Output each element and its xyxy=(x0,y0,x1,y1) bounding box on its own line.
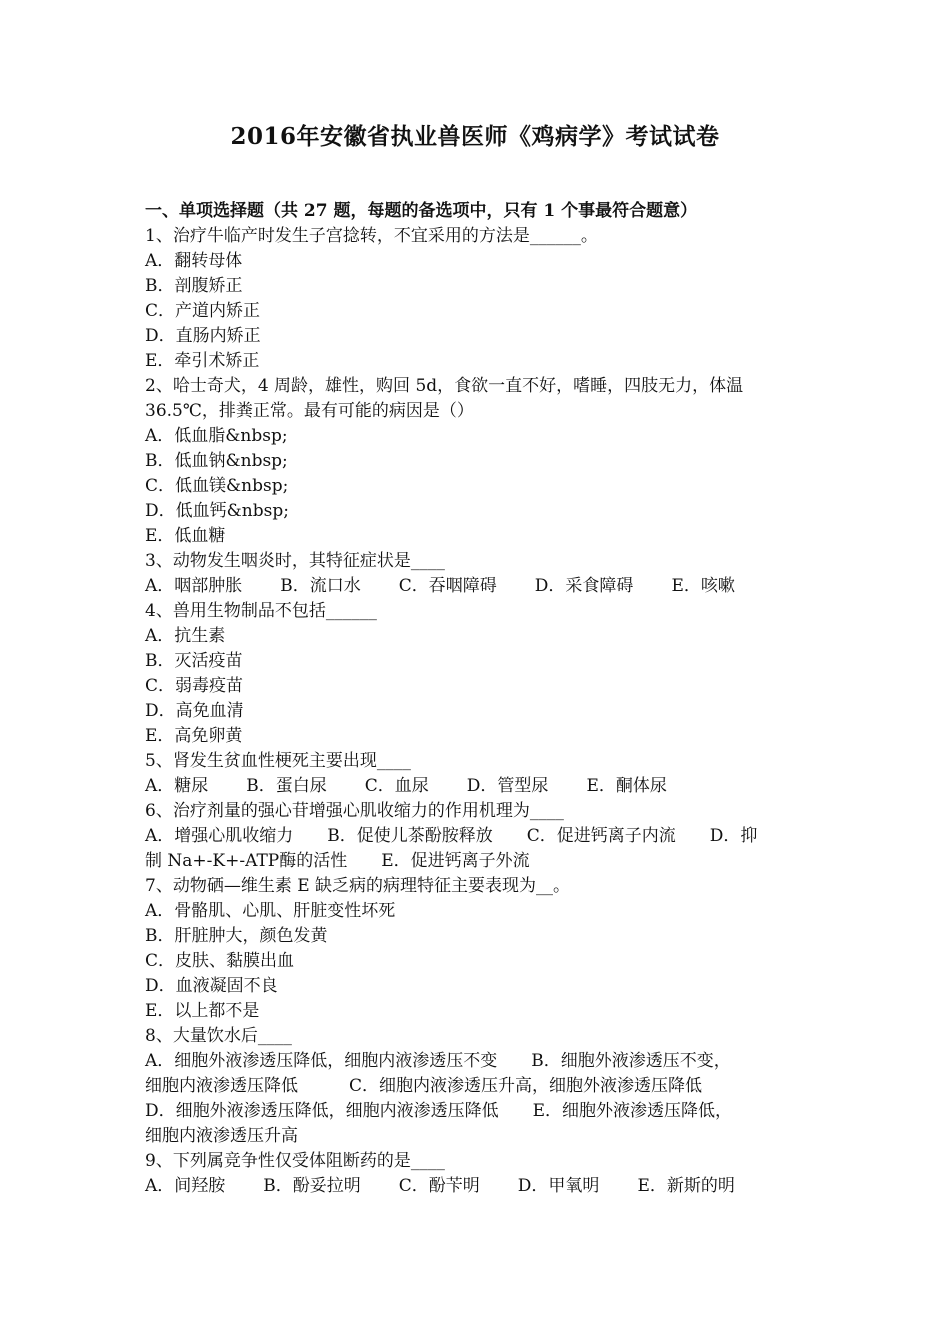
question-7-option-e: E．以上都不是 xyxy=(145,1001,260,1021)
question-1-option-d: D．直肠内矫正 xyxy=(145,326,261,346)
question-5-option-c: C．血尿 xyxy=(364,776,429,796)
question-3-option-c: C．吞咽障碍 xyxy=(398,576,497,596)
question-3-options xyxy=(145,574,815,599)
question-9-option-c: C．酚苄明 xyxy=(398,1176,480,1196)
question-2-stem-line-2: 36.5℃，排粪正常。最有可能的病因是（） xyxy=(145,401,474,421)
question-7-option-d: D．血液凝固不良 xyxy=(145,976,278,996)
question-4-option-e: E．高免卵黄 xyxy=(145,726,243,746)
question-9-option-b: B．酚妥拉明 xyxy=(263,1176,361,1196)
question-6-options-line-1: A．增强心肌收缩力 B．促使儿茶酚胺释放 C．促进钙离子内流 D．抑 xyxy=(145,826,758,846)
question-4-option-a: A．抗生素 xyxy=(145,626,226,646)
question-9-options xyxy=(145,1174,815,1199)
question-5-option-d: D．管型尿 xyxy=(466,776,549,796)
question-3-option-d: D．采食障碍 xyxy=(534,576,634,596)
question-2-option-d: D．低血钙&nbsp; xyxy=(145,501,289,521)
question-8-options-line-1: A．细胞外液渗透压降低，细胞内液渗透压不变 B．细胞外液渗透压不变， xyxy=(145,1051,731,1071)
question-3-option-e: E．咳嗽 xyxy=(671,576,735,596)
question-5-option-a: A．糖尿 xyxy=(145,776,209,796)
question-8-options-line-2: 细胞内液渗透压降低 C．细胞内液渗透压升高，细胞外液渗透压降低 xyxy=(145,1076,703,1096)
question-1-option-c: C．产道内矫正 xyxy=(145,301,261,321)
question-4-option-d: D．高免血清 xyxy=(145,701,244,721)
question-8-stem: 8、大量饮水后____ xyxy=(145,1026,292,1046)
question-4-stem: 4、兽用生物制品不包括______ xyxy=(145,601,377,621)
question-1-stem: 1、治疗牛临产时发生子宫捻转，不宜采用的方法是______。 xyxy=(145,226,598,246)
question-7-stem: 7、动物硒—维生素 E 缺乏病的病理特征主要表现为__。 xyxy=(145,876,571,896)
question-9-option-a: A．间羟胺 xyxy=(145,1176,226,1196)
question-4-option-b: B．灭活疫苗 xyxy=(145,651,243,671)
question-8-options-line-3: D．细胞外液渗透压降低，细胞内液渗透压降低 E．细胞外液渗透压降低， xyxy=(145,1101,733,1121)
question-7-option-b: B．肝脏肿大，颜色发黄 xyxy=(145,926,328,946)
question-6-stem: 6、治疗剂量的强心苷增强心肌收缩力的作用机理为____ xyxy=(145,801,564,821)
question-1-option-e: E．牵引术矫正 xyxy=(145,351,260,371)
question-2-option-b: B．低血钠&nbsp; xyxy=(145,451,288,471)
question-7-option-a: A．骨骼肌、心肌、肝脏变性坏死 xyxy=(145,901,396,921)
question-5-options xyxy=(145,774,815,799)
question-9-option-e: E．新斯的明 xyxy=(637,1176,735,1196)
question-2-option-a: A．低血脂&nbsp; xyxy=(145,426,288,446)
question-6-options-line-2: 制 Na+-K+-ATP酶的活性 E．促进钙离子外流 xyxy=(145,851,530,871)
question-9-option-d: D．甲氧明 xyxy=(517,1176,600,1196)
question-1-option-a: A．翻转母体 xyxy=(145,251,243,271)
question-3-stem: 3、动物发生咽炎时，其特征症状是____ xyxy=(145,551,445,571)
question-5-stem: 5、肾发生贫血性梗死主要出现____ xyxy=(145,751,411,771)
question-3-option-b: B．流口水 xyxy=(280,576,361,596)
question-2-option-c: C．低血镁&nbsp; xyxy=(145,476,289,496)
section-header: 一、单项选择题（共 27 题，每题的备选项中，只有 1 个事最符合题意） xyxy=(145,201,698,221)
question-5-option-b: B．蛋白尿 xyxy=(246,776,327,796)
question-1-option-b: B．剖腹矫正 xyxy=(145,276,243,296)
question-7-option-c: C．皮肤、黏膜出血 xyxy=(145,951,295,971)
question-2-option-e: E．低血糖 xyxy=(145,526,226,546)
question-5-option-e: E．酮体尿 xyxy=(586,776,667,796)
question-3-option-a: A．咽部肿胀 xyxy=(145,576,243,596)
question-list xyxy=(145,199,815,1199)
question-2-stem-line-1: 2、哈士奇犬，4 周龄，雄性，购回 5d，食欲一直不好，嗜睡，四肢无力，体温 xyxy=(145,376,744,396)
question-9-stem: 9、下列属竞争性仅受体阻断药的是____ xyxy=(145,1151,445,1171)
question-4-option-c: C．弱毒疫苗 xyxy=(145,676,244,696)
question-8-options-line-4: 细胞内液渗透压升高 xyxy=(145,1126,298,1146)
document-title: 2016年安徽省执业兽医师《鸡病学》考试试卷 xyxy=(230,123,720,150)
